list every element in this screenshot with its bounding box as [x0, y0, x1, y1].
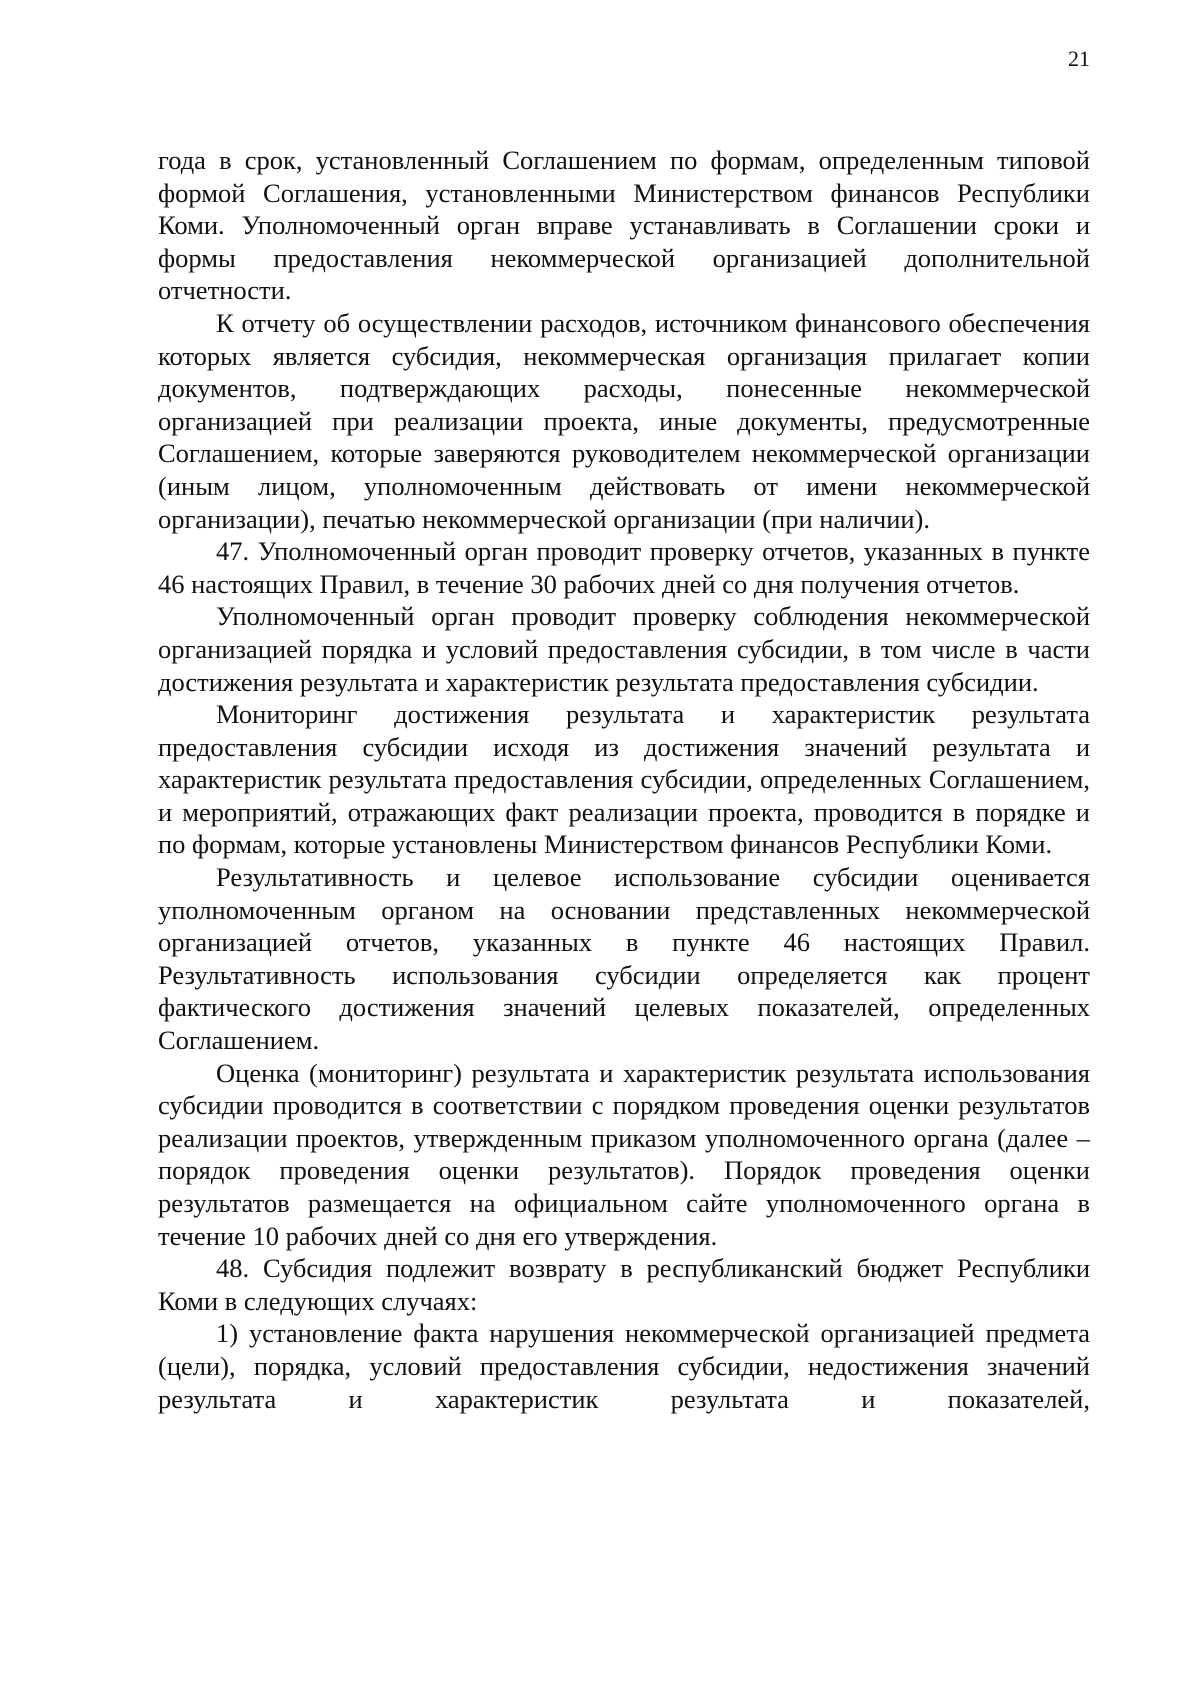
paragraph-case-1: 1) установление факта нарушения некоммерческой организацией предмета (цели), порядка, условий предоставления субсидии, недостижения значений результата и характеристик результата и показателей,: [158, 1318, 1090, 1414]
paragraph-clause-48: 48. Субсидия подлежит возврату в республиканский бюджет Республики Коми в следующих случаях:: [158, 1253, 1090, 1316]
page-number: 21: [1068, 46, 1090, 71]
paragraph-evaluation: Оценка (мониторинг) результата и характеристик результата использования субсидии проводится в соответствии с порядком проведения оценки результатов реализации проектов, утвержденным приказом уполномоченного органа (далее – порядок проведения оценки результатов). Порядок проведения оценки результатов размещается на официальном сайте уполномоченного органа в течение 10 рабочих дней со дня его утверждения.: [158, 1057, 1090, 1251]
paragraph-report-attachments: К отчету об осуществлении расходов, источником финансового обеспечения которых является субсидия, некоммерческая организация прилагает копии документов, подтверждающих расходы, понесенные некоммерческой организацией при реализации проекта, иные документы, предусмотренные Соглашением, которые заверяются руководителем некоммерческой организации (иным лицом, уполномоченным действовать от имени некоммерческой организации), печатью некоммерческой организации (при наличии).: [158, 307, 1090, 534]
paragraph-effectiveness: Результативность и целевое использование субсидии оценивается уполномоченным органом на основании представленных некоммерческой организацией отчетов, указанных в пункте 46 настоящих Правил. Результативность использования субсидии определяется как процент фактического достижения значений целевых показателей, определенных Соглашением.: [158, 862, 1090, 1056]
document-body: [158, 144, 1090, 1415]
paragraph-compliance-check: Уполномоченный орган проводит проверку соблюдения некоммерческой организацией порядка и условий предоставления субсидии, в том числе в части достижения результата и характеристик результата предоставления субсидии.: [158, 601, 1090, 697]
paragraph-monitoring: Мониторинг достижения результата и характеристик результата предоставления субсидии исходя из достижения значений результата и характеристик результата предоставления субсидии, определенных Соглашением, и мероприятий, отражающих факт реализации проекта, проводится в порядке и по формам, которые установлены Министерством финансов Республики Коми.: [158, 699, 1090, 860]
paragraph-clause-47: 47. Уполномоченный орган проводит проверку отчетов, указанных в пункте 46 настоящих Правил, в течение 30 рабочих дней со дня получения отчетов.: [158, 536, 1090, 599]
paragraph-continuation: года в срок, установленный Соглашением по формам, определенным типовой формой Соглашения, установленными Министерством финансов Республики Коми. Уполномоченный орган вправе устанавливать в Соглашении сроки и формы предоставления некоммерческой организацией дополнительной отчетности.: [158, 145, 1090, 306]
